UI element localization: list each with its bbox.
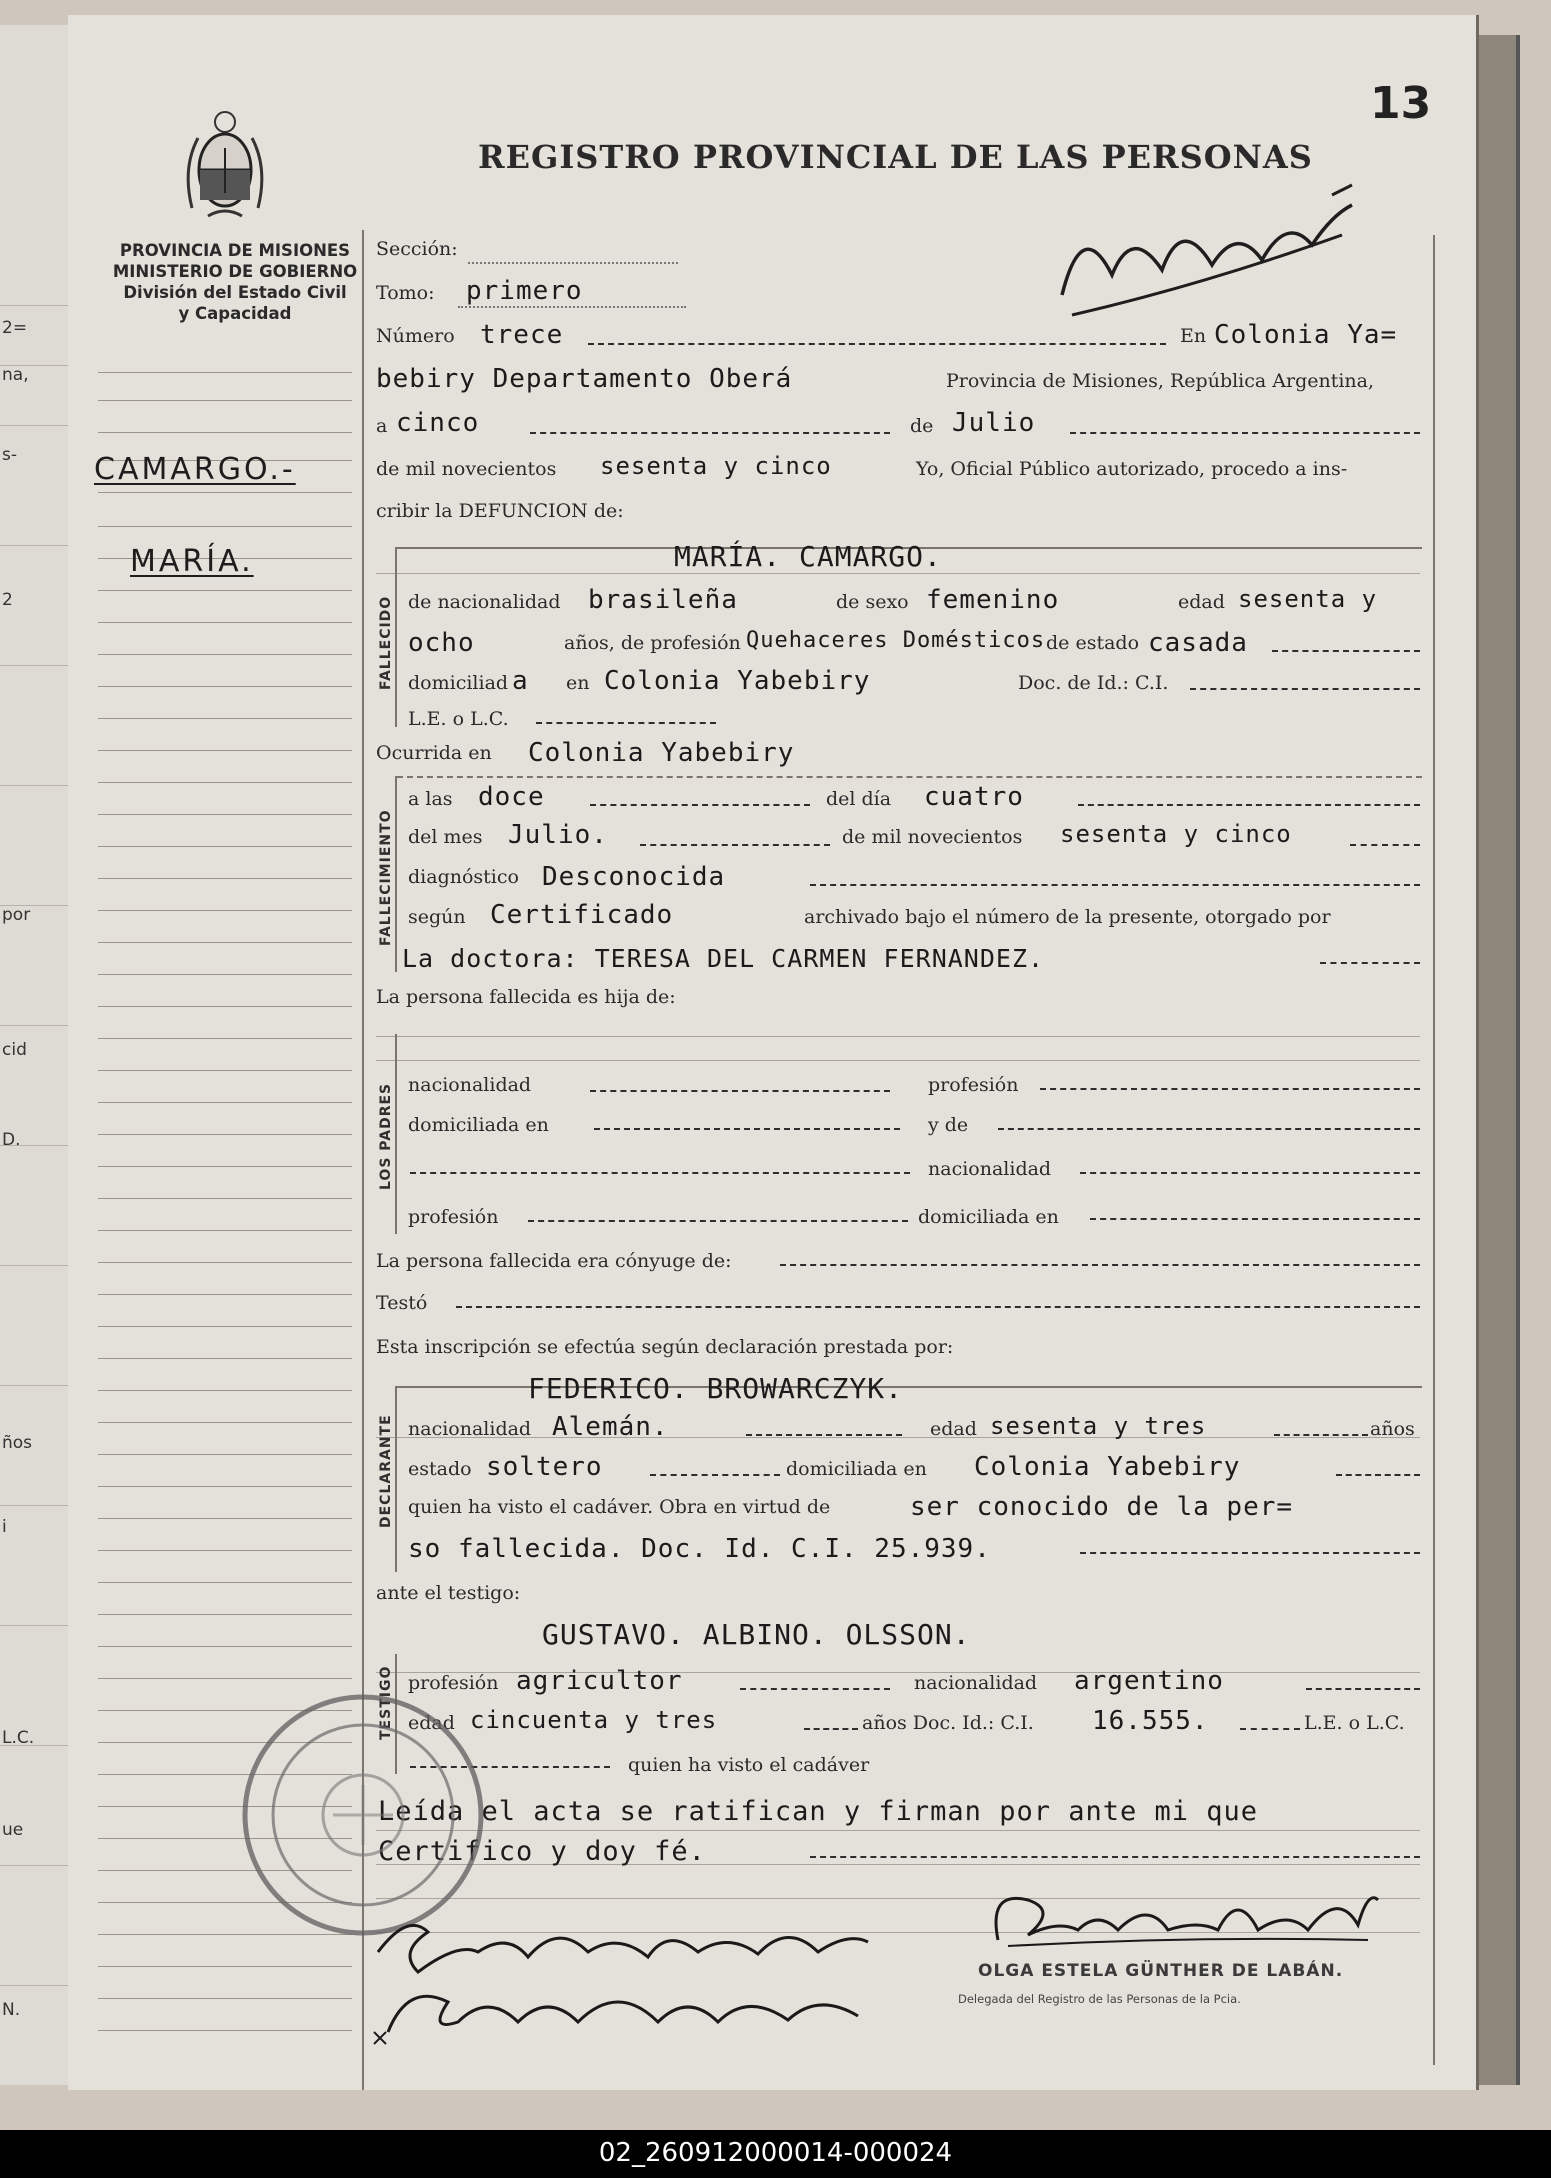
profesion-value: Quehaceres Domésticos [746,628,1046,653]
estado-value: casada [1148,628,1248,658]
registered-annotation [1052,175,1362,325]
fallecido-name: MARÍA. CAMARGO. [674,540,942,573]
declarante-section [395,1386,397,1572]
testigo-profesion-value: agricultor [516,1666,683,1696]
testigo-visto-text: quien ha visto el cadáver [628,1754,870,1776]
prev-fragment: ños [2,1433,33,1453]
officer-role: Delegada del Registro de las Personas de la Pcia. [958,1992,1241,2006]
tomo-label: Tomo: [376,282,435,304]
declarante-visto-text: quien ha visto el cadáver. Obra en virtud de [408,1496,831,1518]
ocurrida-label: Ocurrida en [376,742,492,764]
document-title: REGISTRO PROVINCIAL DE LAS PERSONAS [478,138,1313,176]
declarante-edad-value: sesenta y tres [990,1412,1207,1440]
issuer-block [90,240,380,324]
prev-fragment: N. [2,2000,21,2020]
profesion-label: años, de profesión [564,632,741,654]
issuer-line: MINISTERIO DE GOBIERNO [112,262,358,281]
anio-registro-value: sesenta y cinco [600,452,832,480]
image-identifier-bar [0,2130,1551,2178]
madre-label: y de [928,1114,969,1136]
segun-label: según [408,906,466,928]
fallecimiento-side-label: FALLECIMIENTO [378,809,394,946]
testigo-doc-value: 16.555. [1092,1706,1209,1736]
testigo-edad-value: cincuenta y tres [470,1706,718,1734]
declarante-side-label: DECLARANTE [378,1414,394,1528]
mes-registro-value: Julio [952,408,1036,438]
estado-label: de estado [1046,632,1140,654]
ocurrida-value: Colonia Yabebiry [528,738,795,768]
diagnostico-value: Desconocida [542,862,726,892]
testigo-doc-label: años Doc. Id.: C.I. [862,1712,1034,1734]
en-label: en [566,672,590,694]
numero-value: trece [480,320,564,350]
testigo-name: GUSTAVO. ALBINO. OLSSON. [542,1618,971,1651]
testigo-profesion-label: profesión [408,1672,499,1694]
declarante-virtud-value-1: ser conocido de la per= [910,1492,1294,1522]
le-label: L.E. o L.C. [408,708,509,730]
declaracion-text: Esta inscripción se efectúa según declaración prestada por: [376,1336,954,1358]
seccion-label: Sección: [376,238,458,260]
conyuge-label: La persona fallecida era cónyuge de: [376,1250,732,1272]
defuncion-text: cribir la DEFUNCION de: [376,500,624,522]
testigo-nacionalidad-label: nacionalidad [914,1672,1038,1694]
numero-label: Número [376,325,455,347]
dia-value: cuatro [924,782,1024,812]
segun-value: Certificado [490,900,674,930]
declarant-and-witness-signatures [368,1912,888,2052]
issuer-line: División del Estado Civil [123,283,347,302]
diagnostico-label: diagnóstico [408,866,519,888]
fallecimiento-section [395,776,397,972]
testigo-nacionalidad-value: argentino [1074,1666,1224,1696]
testigo-edad-label: edad [408,1712,455,1734]
tomo-value: primero [466,276,583,306]
de-label: de [910,415,934,437]
otorgado-value: La doctora: TERESA DEL CARMEN FERNANDEZ. [402,944,1045,973]
official-round-stamp [238,1690,488,1940]
declarante-virtud-value-2: so fallecida. Doc. Id. C.I. 25.939. [408,1534,991,1564]
declarante-nacionalidad-label: nacionalidad [408,1418,532,1440]
sexo-value: femenino [926,585,1060,615]
padre-domicilio-label: domiciliada en [408,1114,549,1136]
oficial-text: Yo, Oficial Público autorizado, procedo a ins- [916,458,1348,480]
padres-section [395,1034,397,1234]
sexo-label: de sexo [836,591,909,613]
provincia-text: Provincia de Misiones, República Argentina, [946,370,1375,392]
prev-fragment: na, [2,365,29,385]
nacionalidad-label: de nacionalidad [408,591,561,613]
padre-profesion-label: profesión [928,1074,1019,1096]
edad-label: edad [1178,591,1225,613]
declarante-edad-label: edad [930,1418,977,1440]
dia-label: del día [826,788,892,810]
prev-fragment: L.C. [2,1728,35,1748]
padre-nacionalidad-label: nacionalidad [408,1074,532,1096]
madre-domicilio-label: domiciliada en [918,1206,1059,1228]
previous-page-edge [0,25,70,2085]
prev-fragment: D. [2,1130,21,1150]
testigo-side-label: TESTIGO [378,1665,394,1740]
officer-name: OLGA ESTELA GÜNTHER DE LABÁN. [978,1961,1344,1981]
prev-fragment: por [2,905,31,925]
doc-label: Doc. de Id.: C.I. [1018,672,1169,694]
domicilio-label: domiciliad [408,672,509,694]
edad-value-2: ocho [408,628,475,658]
margin-surname: CAMARGO.- [94,452,296,487]
nacionalidad-value: brasileña [588,585,738,615]
issuer-line: PROVINCIA DE MISIONES [119,241,351,260]
en-label: En [1180,325,1207,347]
coat-of-arms-icon [178,108,272,224]
hora-value: doce [478,782,545,812]
fallecido-section [395,547,397,727]
lugar-value-1: Colonia Ya= [1214,320,1398,350]
a-label: a [376,415,388,437]
anio-label: de mil novecientos [842,826,1023,848]
page-number: 13 [1370,78,1432,129]
issuer-line: y Capacidad [178,304,292,323]
declarante-estado-label: estado [408,1458,472,1480]
declarante-estado-value: soltero [486,1452,603,1482]
right-border [1433,235,1435,2065]
testigo-le-label: L.E. o L.C. [1304,1712,1405,1734]
edad-value-1: sesenta y [1238,585,1378,613]
dia-registro-value: cinco [396,408,480,438]
closing-line-1: Leída el acta se ratifican y firman por ante mi que [378,1796,1259,1827]
margin-given-name: MARÍA. [130,544,254,579]
anio-registro-label: de mil novecientos [376,458,557,480]
padres-side-label: LOS PADRES [378,1082,394,1190]
officer-signature [988,1880,1388,1960]
declarante-nacionalidad-value: Alemán. [552,1412,669,1442]
madre-nacionalidad-label: nacionalidad [928,1158,1052,1180]
ante-testigo-label: ante el testigo: [376,1582,521,1604]
lugar-value-2: bebiry Departamento Oberá [376,364,793,394]
prev-fragment: 2 [2,590,13,610]
closing-line-2: Certifico y doy fé. [378,1836,706,1867]
domicilio-suffix: a [512,666,529,696]
hora-label: a las [408,788,453,810]
prev-fragment: 2= [2,318,28,338]
mes-label: del mes [408,826,483,848]
prev-fragment: i [2,1517,7,1537]
anio-value: sesenta y cinco [1060,820,1292,848]
prev-fragment: cid [2,1040,27,1060]
declarante-name: FEDERICO. BROWARCZYK. [528,1372,904,1405]
mes-value: Julio. [508,820,608,850]
declarante-domicilio-label: domiciliada en [786,1458,927,1480]
padres-intro: La persona fallecida es hija de: [376,986,676,1008]
testo-label: Testó [376,1292,428,1314]
fallecido-side-label: FALLECIDO [378,595,394,690]
archivado-text: archivado bajo el número de la presente, otorgado por [804,906,1331,928]
prev-fragment: ue [2,1820,24,1840]
declarante-anios-label: años [1370,1418,1415,1440]
madre-profesion-label: profesión [408,1206,499,1228]
book-cover-edge [1476,35,1520,2085]
declarante-domicilio-value: Colonia Yabebiry [974,1452,1241,1482]
prev-fragment: s- [2,445,17,465]
image-identifier: 02_260912000014-000024 [598,2138,953,2168]
domicilio-value: Colonia Yabebiry [604,666,871,696]
